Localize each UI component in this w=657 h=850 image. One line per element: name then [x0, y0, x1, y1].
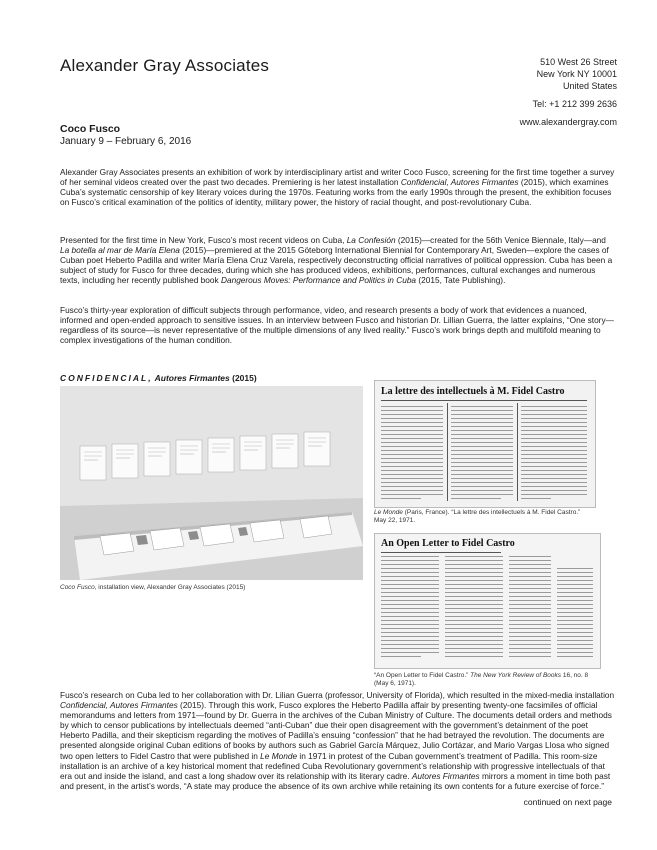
artist-name: Coco Fusco [60, 123, 121, 135]
installation-photo-graphic [60, 386, 363, 580]
installation-photo [60, 386, 363, 580]
address-street: 510 West 26 Street [540, 57, 617, 67]
le-monde-clipping [374, 380, 596, 508]
nyrb-caption-source: The New York Review of Books [470, 672, 562, 679]
installation-caption [60, 584, 245, 591]
gallery-name: Alexander Gray Associates [60, 56, 270, 75]
section-heading-title: Autores Firmantes [152, 373, 230, 383]
le-monde-headline: La lettre des intellectuels à M. Fidel Castro [381, 386, 565, 397]
le-monde-caption-detail: (Paris, France). “La lettre des intellectuels à M. Fidel Castro.” May 22, 1971. [374, 509, 581, 524]
exploration-paragraph: Fusco’s thirty-year exploration of difficult subjects through performance, video, and research presents a body of work that evidences a nuanced, informed and open-ended approach to sensitive issues. In an interview between Fusco and historian Dr. Lillian Guerra, the latter explains, “One story—regardless of its source—is never representative of the multiple dimensions of any lived reality.” Fusco’s work brings depth and multifold meaning to complex investigations of the human condition. [60, 305, 614, 346]
installation-caption-artist: Coco Fusco [60, 584, 95, 591]
section-heading-year: (2015) [229, 373, 257, 383]
nyrb-caption-title: “An Open Letter to Fidel Castro.” [374, 672, 471, 679]
nyrb-caption [374, 672, 599, 688]
le-monde-caption-source: Le Monde [374, 509, 403, 516]
continued-note: continued on next page [523, 797, 612, 807]
research-paragraph: Fusco’s research on Cuba led to her collaboration with Dr. Lilian Guerra (professor, University of Florida), which resulted in the mixed-media installation Confidencial, Autores Firmantes (2015). Through this work, Fusco explores the Heberto Padilla affair by presenting twenty-one facsimiles of official memorandums and letters from 1971—found by Dr. Guerra in the archives of the Cuban Ministry of Culture. The documents detail orders and methods by which to censor publications by intellectuals deemed “anti-Cuban” due their open disagreement with the government’s detainment of the poet Heberto Padilla, and their skepticism regarding the motives of Padilla’s ensuing “confession” that he had betrayed the revolution. The documents are presented alongside original Cuban editions of books by authors such as Gabriel García Márquez, Julio Cortázar, and Mario Vargas Llosa who signed two open letters to Fidel Castro that were published in Le Monde in 1971 in protest of the Cuban government’s treatment of Padilla. This room-size installation is an archive of a key historical moment that redefined Cuba Revolutionary government’s relationship with progressive intellectuals of that era out and inside the island, and cast a long shadow over its relationship with its literary cadre. Autores Firmantes mirrors a moment in time both past and present, in the artist’s words, “A state may produce the absence of its own archive while retaining its own contents for a future exercise of force.” [60, 690, 615, 791]
exhibition-dates: January 9 – February 6, 2016 [60, 136, 192, 147]
cuba-videos-paragraph: Presented for the first time in New York, Fusco’s most recent videos on Cuba, La Confesión (2015)—created for the 56th Venice Biennale, Italy—and La botella al mar de María Elena (2015)—premiered at the 2015 Göteborg International Biennial for Contemporary Art, Sweden—explore the cases of Cuban poet Heberto Padilla and writer María Elena Cruz Varela, respectively deconstructing official narratives of political oppression. Cuba has been a subject of study for Fusco for three decades, during which she has produced videos, exhibitions, performances, cultural exchanges and numerous texts, including her recently published book Dangerous Moves: Performance and Politics in Cuba (2015, Tate Publishing). [60, 235, 613, 286]
le-monde-caption [374, 509, 594, 525]
address-country: United States [562, 81, 617, 91]
nyrb-clipping [374, 533, 601, 669]
address-website: www.alexandergray.com [519, 117, 617, 127]
section-heading-spaced: CONFIDENCIAL, [60, 373, 153, 383]
address-city: New York NY 10001 [536, 69, 617, 79]
nyrb-headline: An Open Letter to Fidel Castro [381, 538, 515, 549]
intro-paragraph: Alexander Gray Associates presents an exhibition of work by interdisciplinary artist and writer Coco Fusco, screening for the first time together a survey of her seminal videos created over the past two decades. Premiering is her latest installation Confidencial, Autores Firmantes (2015), which examines Cuba’s systematic censorship of key literary voices during the 1970s. Featuring works from the early 1990s through the present, the exhibition focuses on Fusco’s critical examination of the politics of identity, military power, the history of racial thought, and post-revolutionary Cuba. [60, 167, 615, 208]
gallery-address [520, 56, 617, 128]
nyrb-caption-detail: 16, no. 8 (May 6, 1971). [374, 672, 589, 687]
section-heading [60, 373, 257, 383]
address-phone: Tel: +1 212 399 2636 [532, 99, 617, 109]
installation-caption-detail: , installation view, Alexander Gray Associates (2015) [94, 584, 246, 591]
